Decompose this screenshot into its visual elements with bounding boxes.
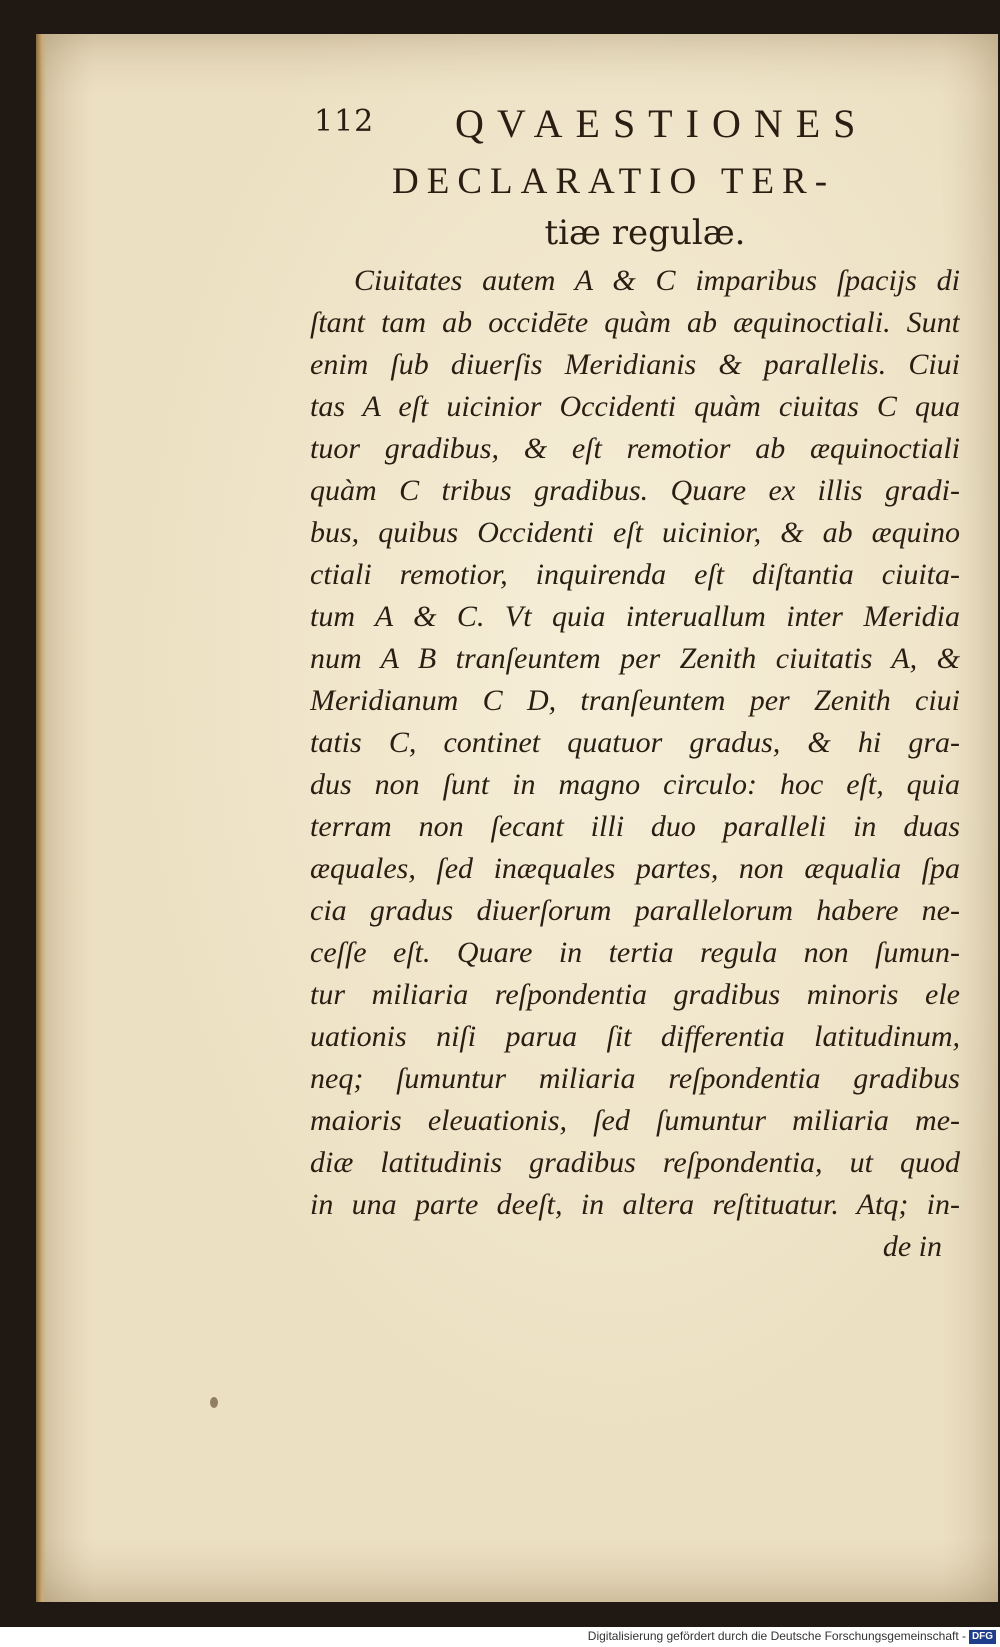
dfg-logo: DFG <box>969 1630 996 1644</box>
body-line: quàm C tribus gradibus. Quare ex illis gradi- <box>310 474 960 507</box>
body-line: num A B tranſeuntem per Zenith ciuitatis A, & <box>310 642 960 675</box>
catchword: de in <box>882 1230 942 1263</box>
body-line: ceſſe eſt. Quare in tertia regula non ſumun- <box>310 936 960 969</box>
body-line: tas A eſt uicinior Occidenti quàm ciuitas C qua <box>310 390 960 423</box>
body-line: ctiali remotior, inquirenda eſt diſtantia ciuita- <box>310 558 960 591</box>
body-line: enim ſub diuerſis Meridianis & parallelis. Ciui <box>310 348 960 381</box>
digitization-credit: Digitalisierung gefördert durch die Deutsche Forschungsgemeinschaft - <box>587 1629 966 1643</box>
section-title: DECLARATIO TER- <box>392 161 836 202</box>
body-line: tum A & C. Vt quia interuallum inter Meridia <box>310 600 960 633</box>
body-line: Ciuitates autem A & C imparibus ſpacijs di <box>354 264 960 297</box>
running-head: QVAESTIONES <box>455 101 869 146</box>
body-line: diæ latitudinis gradibus reſpondentia, ut quod <box>310 1146 960 1179</box>
body-line: cia gradus diuerſorum parallelorum habere ne- <box>310 894 960 927</box>
ink-speck <box>210 1397 218 1408</box>
header-line <box>310 100 960 156</box>
body-line: tatis C, continet quatuor gradus, & hi gra- <box>310 726 960 759</box>
body-line: Meridianum C D, tranſeuntem per Zenith ciui <box>310 684 960 717</box>
body-line: terram non ſecant illi duo paralleli in duas <box>310 810 960 843</box>
body-line: tuor gradibus, & eſt remotior ab æquinoctiali <box>310 432 960 465</box>
body-line: æquales, ſed inæquales partes, non æqualia ſpa <box>310 852 960 885</box>
body-line: ſtant tam ab occidēte quàm ab æquinoctiali. Sunt <box>310 306 960 339</box>
body-line: in una parte deeſt, in altera reſtituatur. Atq; in- <box>310 1188 960 1221</box>
body-line: dus non ſunt in magno circulo: hoc eſt, quia <box>310 768 960 801</box>
body-line: maioris eleuationis, ſed ſumuntur miliaria me- <box>310 1104 960 1137</box>
body-line: neq; ſumuntur miliaria reſpondentia gradibus <box>310 1062 960 1095</box>
footer-bar <box>0 1627 1000 1647</box>
body-line: tur miliaria reſpondentia gradibus minoris ele <box>310 978 960 1011</box>
text-block <box>310 100 960 1268</box>
page-binding-edge <box>36 34 46 1602</box>
section-title-continued: tiæ regulæ. <box>544 213 746 253</box>
body-line: bus, quibus Occidenti eſt uicinior, & ab æquino <box>310 516 960 549</box>
body-line: uationis niſi parua ſit differentia latitudinum, <box>310 1020 960 1053</box>
page-number: 112 <box>314 104 375 139</box>
body-text <box>310 260 960 1226</box>
